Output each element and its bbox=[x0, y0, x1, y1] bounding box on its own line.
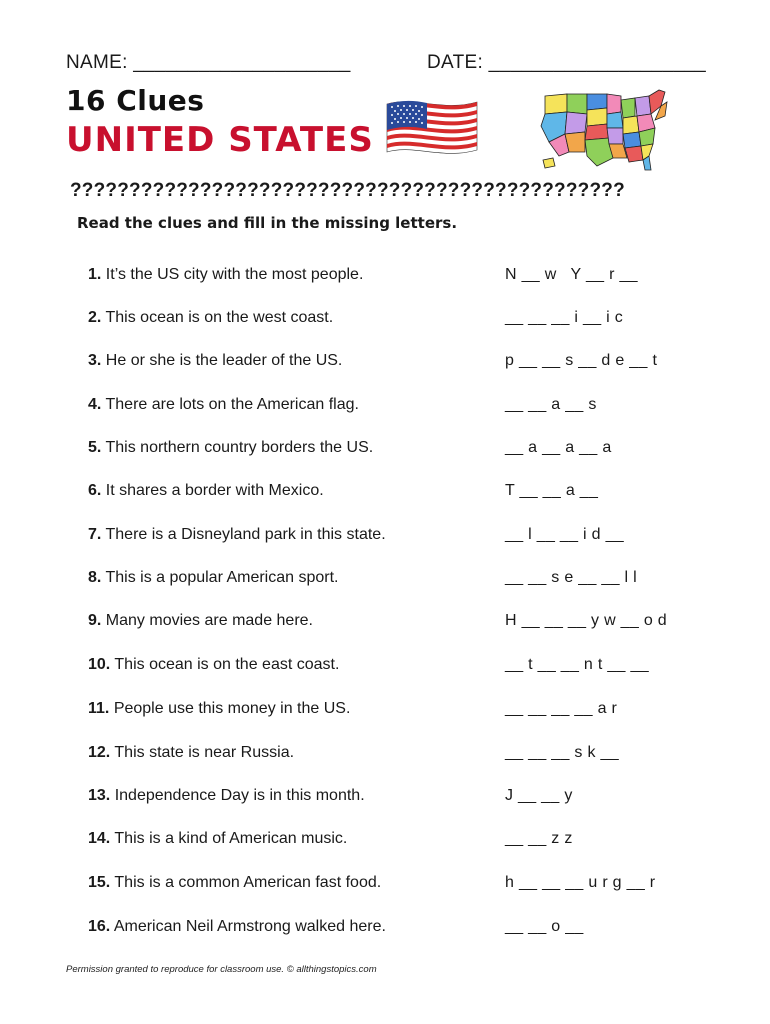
clue-item bbox=[88, 482, 728, 506]
clue-text: There is a Disneyland park in this state. bbox=[105, 526, 386, 543]
clue-text: This is a common American fast food. bbox=[114, 874, 382, 891]
clue-answer[interactable]: H __ __ __ y w __ o d bbox=[505, 612, 667, 629]
clue-number: 6. bbox=[88, 482, 102, 499]
clue-text: This ocean is on the east coast. bbox=[114, 656, 340, 673]
clue-number: 14. bbox=[88, 830, 111, 847]
date-field[interactable]: DATE: ____________________ bbox=[427, 52, 706, 73]
clue-number: 10. bbox=[88, 656, 111, 673]
clue-text: Independence Day is in this month. bbox=[114, 787, 365, 804]
clue-item bbox=[88, 744, 728, 768]
clue-item bbox=[88, 656, 728, 680]
clue-number: 9. bbox=[88, 612, 102, 629]
clue-number: 4. bbox=[88, 396, 102, 413]
clue-item bbox=[88, 266, 728, 290]
clue-item bbox=[88, 612, 728, 636]
clue-text: It’s the US city with the most people. bbox=[105, 266, 364, 283]
clue-answer[interactable]: N __ w Y __ r __ bbox=[505, 266, 638, 283]
page-subtitle: UNITED STATES bbox=[66, 120, 374, 160]
page-title: 16 Clues bbox=[66, 84, 205, 117]
clue-answer[interactable]: J __ __ y bbox=[505, 787, 573, 804]
clue-item bbox=[88, 396, 728, 420]
clue-text: There are lots on the American flag. bbox=[105, 396, 359, 413]
clue-number: 13. bbox=[88, 787, 111, 804]
clue-answer[interactable]: __ __ z z bbox=[505, 830, 573, 847]
footer-copyright: Permission granted to reproduce for classroom use. © allthingstopics.com bbox=[66, 964, 377, 975]
clue-number: 5. bbox=[88, 439, 102, 456]
name-field[interactable]: NAME: ____________________ bbox=[66, 52, 351, 73]
clue-number: 12. bbox=[88, 744, 111, 761]
clue-item bbox=[88, 569, 728, 593]
clue-item bbox=[88, 787, 728, 811]
clue-item bbox=[88, 700, 728, 724]
clue-item bbox=[88, 874, 728, 898]
clue-item bbox=[88, 526, 728, 550]
clue-number: 15. bbox=[88, 874, 111, 891]
clue-number: 16. bbox=[88, 918, 111, 935]
clue-number: 11. bbox=[88, 700, 110, 717]
clue-number: 2. bbox=[88, 309, 102, 326]
clue-text: This northern country borders the US. bbox=[105, 439, 374, 456]
clue-text: He or she is the leader of the US. bbox=[105, 352, 343, 369]
clue-item bbox=[88, 830, 728, 854]
clue-answer[interactable]: __ __ o __ bbox=[505, 918, 584, 935]
us-flag-icon bbox=[383, 98, 481, 158]
clue-answer[interactable]: __ t __ __ n t __ __ bbox=[505, 656, 649, 673]
clue-text: This ocean is on the west coast. bbox=[105, 309, 334, 326]
question-mark-banner: ??????????????????????????????????????????????? bbox=[70, 180, 625, 201]
clue-answer[interactable]: h __ __ __ u r g __ r bbox=[505, 874, 656, 891]
clue-answer[interactable]: __ __ __ __ a r bbox=[505, 700, 618, 717]
clue-answer[interactable]: __ __ a __ s bbox=[505, 396, 597, 413]
clue-answer[interactable]: __ __ __ i __ i c bbox=[505, 309, 624, 326]
clue-answer[interactable]: __ __ __ s k __ bbox=[505, 744, 619, 761]
clue-item bbox=[88, 918, 728, 942]
clue-text: Many movies are made here. bbox=[105, 612, 313, 629]
clue-number: 3. bbox=[88, 352, 102, 369]
clue-item bbox=[88, 439, 728, 463]
clue-answer[interactable]: __ a __ a __ a bbox=[505, 439, 612, 456]
clue-number: 7. bbox=[88, 526, 102, 543]
clue-number: 1. bbox=[88, 266, 102, 283]
us-map-icon bbox=[537, 86, 669, 172]
clue-answer[interactable]: __ __ s e __ __ l l bbox=[505, 569, 638, 586]
clue-text: American Neil Armstrong walked here. bbox=[113, 918, 386, 935]
clue-answer[interactable]: p __ __ s __ d e __ t bbox=[505, 352, 658, 369]
clue-item bbox=[88, 352, 728, 376]
clue-item bbox=[88, 309, 728, 333]
instructions: Read the clues and fill in the missing letters. bbox=[77, 214, 458, 232]
clue-number: 8. bbox=[88, 569, 102, 586]
clue-text: This state is near Russia. bbox=[114, 744, 295, 761]
clue-text: This is a kind of American music. bbox=[114, 830, 348, 847]
clue-answer[interactable]: T __ __ a __ bbox=[505, 482, 599, 499]
clue-text: People use this money in the US. bbox=[113, 700, 351, 717]
clue-answer[interactable]: __ l __ __ i d __ bbox=[505, 526, 624, 543]
clue-text: It shares a border with Mexico. bbox=[105, 482, 324, 499]
clue-text: This is a popular American sport. bbox=[105, 569, 339, 586]
